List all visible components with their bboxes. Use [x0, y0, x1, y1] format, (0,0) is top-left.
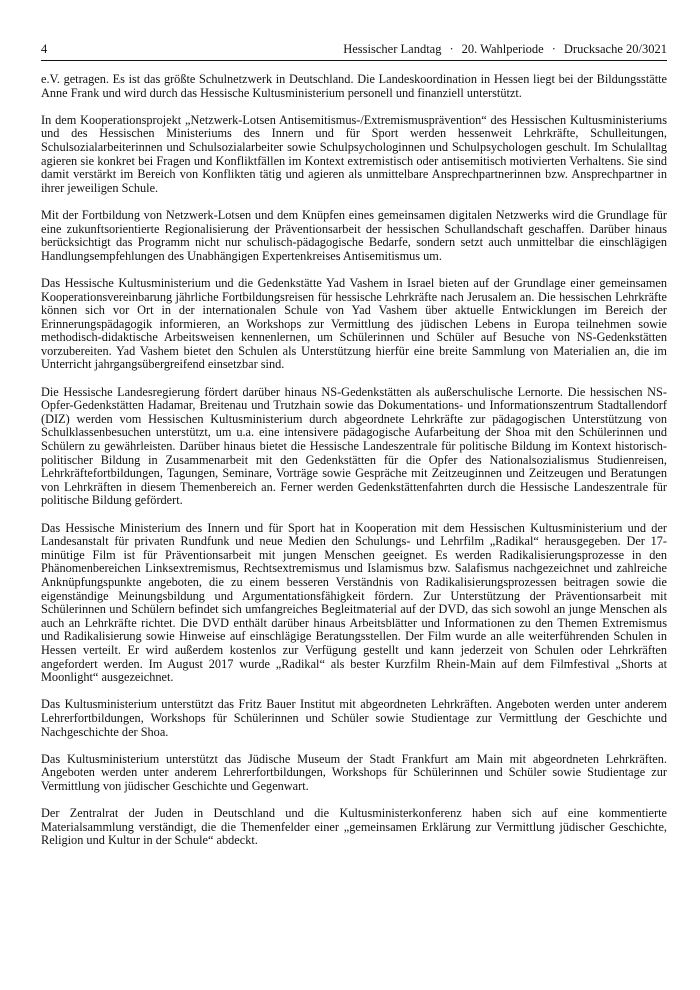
paragraph: Mit der Fortbildung von Netzwerk-Lotsen und dem Knüpfen eines gemeinsamen digitalen Netzwerks wird die Grundlage für eine zukunftsorientierte Regionalisierung der Präventionsarbeit der hessischen Schullandschaft geschaffen. Darüber hinaus berücksichtigt das Programm nicht nur schulisch-pädagogische Bedarfe, sondern setzt auch unmittelbar die einschlägigen Handlungsempfehlungen des Unabhängigen Expertenkreises Antisemitismus um.	[41, 207, 667, 263]
paragraph: Das Kultusministerium unterstützt das Jüdische Museum der Stadt Frankfurt am Main mit abgeordneten Lehrkräften. Angeboten werden unter anderem Lehrerfortbildungen, Workshops für Schülerinnen und Schüler sowie Studientage zur Vermittlung von jüdischer Geschichte und Gegenwart.	[41, 751, 667, 793]
paragraph: e.V. getragen. Es ist das größte Schulnetzwerk in Deutschland. Die Landeskoordination in Hessen liegt bei der Bildungsstätte Anne Frank und wird durch das Hessische Kultusministerium personell und finanziell unterstützt.	[41, 72, 667, 100]
paragraph: Das Kultusministerium unterstützt das Fritz Bauer Institut mit abgeordneten Lehrkräften. Angeboten werden unter anderem Lehrerfortbildungen, Workshops für Schülerinnen und Schüler sowie Studientage zur Vermittlung der Geschichte und Nachgeschichte der Shoa.	[41, 697, 667, 739]
paragraph: Der Zentralrat der Juden in Deutschland und die Kultusministerkonferenz haben sich auf eine kommentierte Materialsammlung verständigt, die die Themenfelder einer „gemeinsamen Erklärung zur Vermittlung jüdischer Geschichte, Religion und Kultur in der Schule“ abdeckt.	[41, 806, 667, 848]
header-separator: ·	[551, 42, 556, 56]
header-parliament: Hessischer Landtag	[343, 42, 442, 56]
paragraph: Das Hessische Kultusministerium und die Gedenkstätte Yad Vashem in Israel bieten auf der Grundlage einer gemeinsamen Kooperationsvereinbarung jährliche Fortbildungsreisen für hessische Lehrkräfte nach Jerusalem an. Die hessischen Lehrkräfte können sich vor Ort in der internationalen Schule von Yad Vashem über aktuelle Entwicklungen im Bereich der Erinnerungspädagogik informieren, an Workshops zur Vermittlung des jüdischen Lebens in Europa teilnehmen sowie methodisch-didaktische Arbeitsweisen kennenlernen, um Schülerinnen und Schüler auf Besuche von NS-Gedenkstätten vorzubereiten. Yad Vashem bietet den Schulen als Unterstützung hierfür eine breite Sammlung von Materialien an, die im Unterricht jahrgangsübergreifend einsetzbar sind.	[41, 275, 667, 372]
running-header	[343, 42, 667, 57]
header-period: 20. Wahlperiode	[461, 42, 544, 56]
header-separator: ·	[449, 42, 454, 56]
header-document-number: Drucksache 20/3021	[563, 42, 667, 56]
page-number: 4	[41, 42, 48, 56]
body-text	[41, 73, 667, 861]
paragraph: Das Hessische Ministerium des Innern und für Sport hat in Kooperation mit dem Hessischen Kultusministerium und der Landesanstalt für privaten Rundfunk und neue Medien den Schulungs- und Lehrfilm „Radikal“ herausgegeben. Der 17-minütige Film ist für Präventionsarbeit mit jungen Menschen geeignet. Es werden Radikalisierungsprozesse in den Phänomenbereichen Linksextremismus, Rechtsextremismus und Islamismus bzw. Salafismus nachgezeichnet und zahlreiche Anknüpfungspunkte angeboten, die zu einem besseren Verständnis von Radikalisierungsprozessen beitragen sowie die eigenständige Meinungsbildung und Argumentationsfähigkeit fördern. Zur Unterstützung der Präventionsarbeit mit Schülerinnen und Schülern befindet sich umfangreiches Begleitmaterial auf der DVD, das sich sowohl an junge Menschen als auch an Lehrkräfte richtet. Die DVD enthält darüber hinaus Arbeitsblätter und Informationen zu den Themen Extremismus und Radikalisierung sowie Hinweise auf einschlägige Beratungsstellen. Der Film wurde an alle weiterführenden Schulen in Hessen verteilt. Er wird außerdem kostenlos zur Verfügung gestellt und kann jederzeit von Schulen oder Lehrkräften angefordert werden. Im August 2017 wurde „Radikal“ als bester Kurzfilm Rhein-Main auf dem Filmfestival „Shorts at Moonlight“ ausgezeichnet.	[41, 520, 667, 685]
page-header	[41, 40, 667, 61]
paragraph: In dem Kooperationsprojekt „Netzwerk-Lotsen Antisemitismus-/Extremismusprävention“ des Hessischen Kultusministeriums und des Hessischen Ministeriums des Innern und für Sport werden hessenweit Lehrkräfte, Schulleitungen, Schulsozialarbeiterinnen und Schulsozialarbeiter sowie Schulpsychologinnen und Schulpsychologen geschult. Im Schulalltag agieren sie konkret bei Fragen und Konfliktfällen im Kontext extremistisch oder antisemitisch motivierten Verhaltens. Sie sind damit verstärkt im Bereich von Konflikten tätig und agieren als unmittelbare Ansprechpartnerinnen bzw. Ansprechpartner in ihrer jeweiligen Schule.	[41, 112, 667, 195]
paragraph: Die Hessische Landesregierung fördert darüber hinaus NS-Gedenkstätten als außerschulische Lernorte. Die hessischen NS-Opfer-Gedenkstätten Hadamar, Breitenau und Trutzhain sowie das Dokumentations- und Informationszentrum Stadtallendorf (DIZ) werden vom Hessischen Kultusministerium durch abgeordnete Lehrkräfte zur pädagogischen Unterstützung von Schulklassenbesuchen unterstützt, um u.a. eine intensivere pädagogische Aufarbeitung der Shoa mit den Schülerinnen und Schülern zu gewährleisten. Darüber hinaus bietet die Hessische Landeszentrale für politische Bildung im Kontext historisch-politischer Bildung in Zusammenarbeit mit den Gedenkstätten für die Opfer des Nationalsozialismus Studienreisen, Lehrkräftefortbildungen, Tagungen, Seminare, Vorträge sowie Gespräche mit Zeitzeuginnen und Zeitzeugen und Beratungen von Lehrkräften in diesem Themenbereich an. Ferner werden Gedenkstättenfahrten durch die Hessische Landeszentrale für politische Bildung gefördert.	[41, 384, 667, 508]
